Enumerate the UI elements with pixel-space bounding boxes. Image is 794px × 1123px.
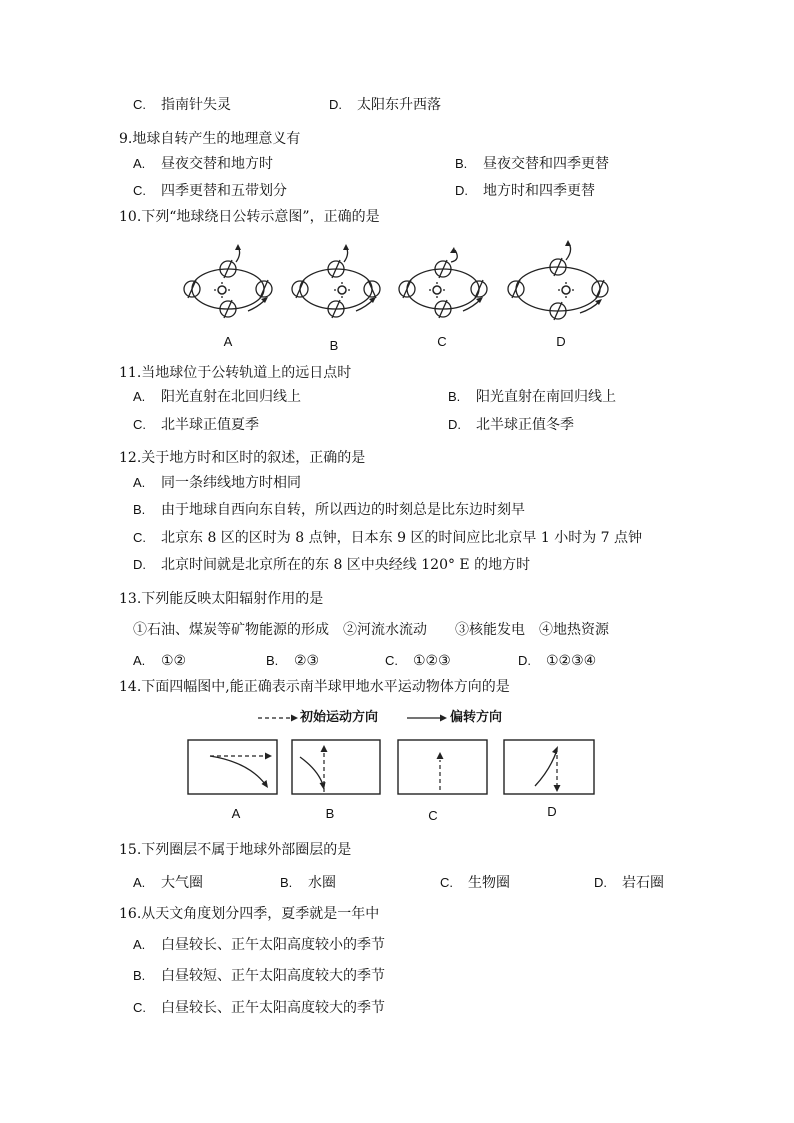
q15-stem: 15.下列圈层不属于地球外部圈层的是 xyxy=(119,842,352,858)
option-letter: B. xyxy=(133,502,146,517)
option-letter: D. xyxy=(455,183,468,198)
q14-label-c: C xyxy=(428,808,438,823)
option-text: 岩石圈 xyxy=(622,875,664,891)
option-text: ①② xyxy=(161,653,187,669)
option-letter: A. xyxy=(133,389,146,404)
q10-label-c: C xyxy=(437,334,447,349)
deflection-box-d xyxy=(504,740,594,794)
option-letter: A. xyxy=(133,875,146,890)
q10-label-b: B xyxy=(329,338,339,353)
option-text: 阳光直射在南回归线上 xyxy=(476,389,616,405)
q13-stem: 13.下列能反映太阳辐射作用的是 xyxy=(119,591,324,607)
q14-label-b: B xyxy=(325,806,335,821)
option-letter: C. xyxy=(133,183,146,198)
option-text: 白昼较短、正午太阳高度较大的季节 xyxy=(161,968,385,984)
option-text: 北京时间就是北京所在的东 8 区中央经线 120° E 的地方时 xyxy=(161,557,531,573)
option-letter: C. xyxy=(133,417,146,432)
option-text: 指南针失灵 xyxy=(161,97,231,113)
legend-initial-direction: 初始运动方向 xyxy=(300,710,379,725)
option-letter: D. xyxy=(448,417,461,432)
q14-label-d: D xyxy=(547,804,557,819)
option-letter: D. xyxy=(329,97,342,112)
option-letter: B. xyxy=(280,875,293,890)
option-letter: C. xyxy=(133,530,146,545)
option-letter: A. xyxy=(133,475,146,490)
option-letter: B. xyxy=(455,156,468,171)
q14-label-a: A xyxy=(231,806,241,821)
q15-option-c[interactable] xyxy=(440,874,510,892)
option-text: 生物圈 xyxy=(468,875,510,891)
q15-option-a[interactable] xyxy=(133,874,203,892)
option-letter: B. xyxy=(448,389,461,404)
deflection-box-c xyxy=(398,740,487,794)
q13-items: ①石油、煤炭等矿物能源的形成 ②河流水流动 ③核能发电 ④地热资源 xyxy=(133,622,609,638)
option-text: 水圈 xyxy=(308,875,336,891)
q11-stem: 11.当地球位于公转轨道上的远日点时 xyxy=(119,365,352,381)
option-text: 由于地球自西向东自转，所以西边的时刻总是比东边时刻早 xyxy=(161,502,525,518)
option-text: 昼夜交替和地方时 xyxy=(161,156,273,172)
option-text: 白昼较长、正午太阳高度较小的季节 xyxy=(161,937,385,953)
option-text: 四季更替和五带划分 xyxy=(161,183,287,199)
option-letter: C. xyxy=(440,875,453,890)
option-letter: D. xyxy=(518,653,531,668)
option-text: 阳光直射在北回归线上 xyxy=(161,389,301,405)
option-text: 地方时和四季更替 xyxy=(483,183,595,199)
option-letter: D. xyxy=(133,557,146,572)
option-text: 昼夜交替和四季更替 xyxy=(483,156,609,172)
q16-option-b[interactable] xyxy=(133,967,385,985)
option-text: 北半球正值夏季 xyxy=(161,417,259,433)
option-letter: A. xyxy=(133,156,146,171)
q16-stem: 16.从天文角度划分四季，夏季就是一年中 xyxy=(119,906,380,922)
q12-stem: 12.关于地方时和区时的叙述，正确的是 xyxy=(119,450,366,466)
option-text: ②③ xyxy=(294,653,320,669)
q10-stem: 10.下列“地球绕日公转示意图”，正确的是 xyxy=(119,209,380,225)
option-letter: B. xyxy=(133,968,146,983)
option-letter: B. xyxy=(266,653,279,668)
option-letter: C. xyxy=(385,653,398,668)
q10-label-d: D xyxy=(556,334,566,349)
deflection-box-b xyxy=(292,740,380,794)
option-letter: D. xyxy=(594,875,607,890)
q14-stem: 14.下面四幅图中,能正确表示南半球甲地水平运动物体方向的是 xyxy=(119,679,510,695)
option-text: 北京东 8 区的区时为 8 点钟，日本东 9 区的时间应比北京早 1 小时为 7 点钟 xyxy=(161,530,643,546)
q9-stem: 9.地球自转产生的地理意义有 xyxy=(119,131,301,147)
q16-option-a[interactable] xyxy=(133,936,385,954)
option-text: ①②③ xyxy=(413,653,451,669)
option-text: 太阳东升西落 xyxy=(357,97,441,113)
deflection-box-a xyxy=(188,740,277,794)
q10-label-a: A xyxy=(223,334,233,349)
legend-deflection-direction: 偏转方向 xyxy=(450,710,503,725)
q15-option-b[interactable] xyxy=(280,874,336,892)
option-letter: C. xyxy=(133,1000,146,1015)
option-text: ①②③④ xyxy=(546,653,597,669)
option-letter: A. xyxy=(133,653,146,668)
option-letter: A. xyxy=(133,937,146,952)
q16-option-c[interactable] xyxy=(133,999,385,1017)
option-text: 大气圈 xyxy=(161,875,203,891)
option-text: 白昼较长、正午太阳高度较大的季节 xyxy=(161,1000,385,1016)
q15-option-d[interactable] xyxy=(594,874,664,892)
option-text: 北半球正值冬季 xyxy=(476,417,574,433)
option-text: 同一条纬线地方时相同 xyxy=(161,475,301,491)
option-letter: C. xyxy=(133,97,146,112)
